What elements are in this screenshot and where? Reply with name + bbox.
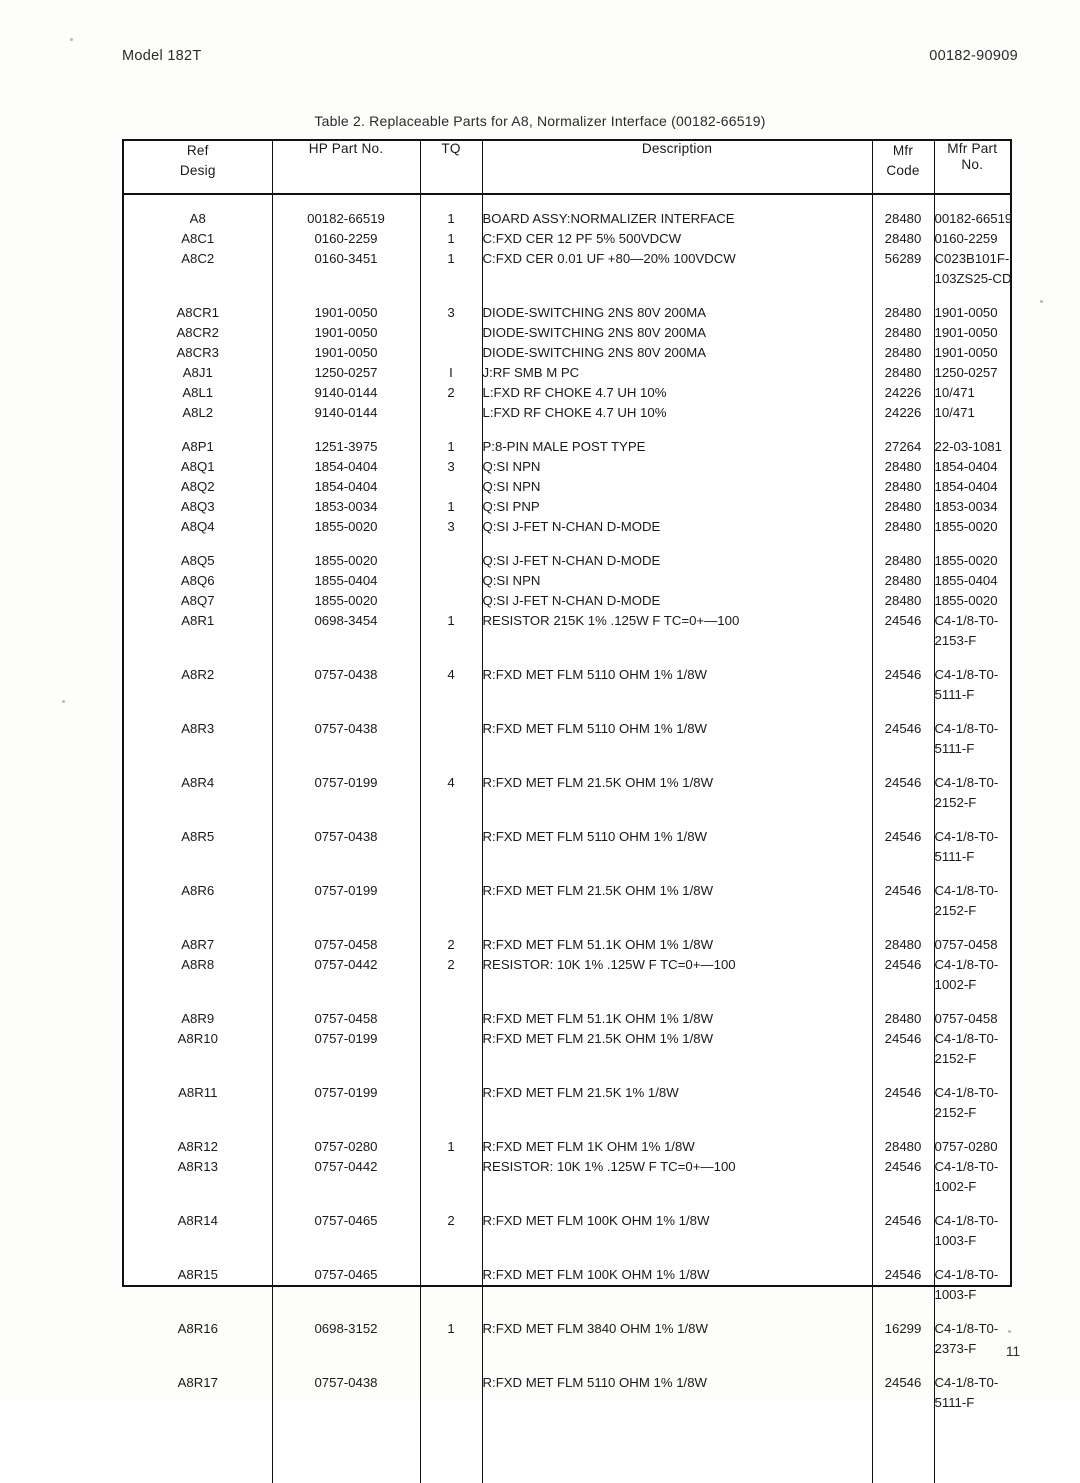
cell-hp-part-no: 1901-0050 <box>272 343 420 363</box>
table-row <box>124 209 1010 229</box>
page-header-model: Model 182T <box>122 48 202 64</box>
cell-tq: 3 <box>420 303 482 323</box>
cell-hp-part-no: 0160-3451 <box>272 249 420 289</box>
cell-tq: 2 <box>420 955 482 995</box>
cell-mfr-part-no: 0160-2259 <box>934 229 1010 249</box>
cell-mfr-part-no: C4-1/8-T0- 2152-F <box>934 881 1010 921</box>
table-row <box>124 517 1010 537</box>
cell-mfr-part-no: C4-1/8-T0- 1003-F <box>934 1265 1010 1305</box>
cell-description: C:FXD CER 12 PF 5% 500VDCW <box>482 229 872 249</box>
cell-description: C:FXD CER 0.01 UF +80—20% 100VDCW <box>482 249 872 289</box>
cell-mfr-part-no: 0757-0458 <box>934 935 1010 955</box>
cell-tq: 2 <box>420 1211 482 1251</box>
cell-mfr-code: 24546 <box>872 773 934 813</box>
cell-ref-desig: A8R1 <box>124 611 272 651</box>
cell-mfr-part-no: 1250-0257 <box>934 363 1010 383</box>
cell-hp-part-no: 0757-0199 <box>272 881 420 921</box>
cell-ref-desig: A8C1 <box>124 229 272 249</box>
table-row <box>124 343 1010 363</box>
cell-description: BOARD ASSY:NORMALIZER INTERFACE <box>482 209 872 229</box>
column-header-description: Description <box>482 141 872 194</box>
table-row <box>124 1083 1010 1123</box>
cell-hp-part-no: 1855-0020 <box>272 517 420 537</box>
cell-mfr-code: 28480 <box>872 517 934 537</box>
table-row <box>124 363 1010 383</box>
table-spacer-row <box>124 867 1010 881</box>
column-header-ref-line1: Ref <box>186 143 209 158</box>
cell-description: R:FXD MET FLM 1K OHM 1% 1/8W <box>482 1137 872 1157</box>
table-spacer-row <box>124 759 1010 773</box>
cell-mfr-part-no: 1901-0050 <box>934 303 1010 323</box>
cell-mfr-part-no: 22-03-1081 <box>934 437 1010 457</box>
column-header-mfr-line1: Mfr <box>892 143 914 158</box>
cell-tq <box>420 827 482 867</box>
table-body <box>124 194 1013 1483</box>
table-spacer-row <box>124 194 1010 209</box>
cell-mfr-code: 24546 <box>872 1211 934 1251</box>
column-header-mfr-line2: Code <box>886 163 920 178</box>
table-row <box>124 935 1010 955</box>
cell-tq: 2 <box>420 383 482 403</box>
cell-description: DIODE-SWITCHING 2NS 80V 200MA <box>482 323 872 343</box>
cell-ref-desig: A8R3 <box>124 719 272 759</box>
cell-description: R:FXD MET FLM 21.5K OHM 1% 1/8W <box>482 881 872 921</box>
table-row <box>124 1265 1010 1305</box>
cell-mfr-part-no: 1901-0050 <box>934 323 1010 343</box>
cell-tq <box>420 1083 482 1123</box>
column-header-ref-desig <box>124 141 272 194</box>
cell-hp-part-no: 0757-0442 <box>272 955 420 995</box>
cell-description: Q:SI J-FET N-CHAN D-MODE <box>482 551 872 571</box>
cell-mfr-code: 28480 <box>872 363 934 383</box>
cell-description: P:8-PIN MALE POST TYPE <box>482 437 872 457</box>
cell-description: R:FXD MET FLM 5110 OHM 1% 1/8W <box>482 827 872 867</box>
cell-mfr-part-no: 1855-0404 <box>934 571 1010 591</box>
cell-mfr-part-no: C4-1/8-T0- 5111-F <box>934 1373 1010 1413</box>
cell-ref-desig: A8R2 <box>124 665 272 705</box>
cell-description: DIODE-SWITCHING 2NS 80V 200MA <box>482 343 872 363</box>
page-header-doc-number: 00182-90909 <box>929 48 1018 64</box>
cell-hp-part-no: 0160-2259 <box>272 229 420 249</box>
table-spacer-row <box>124 1359 1010 1373</box>
cell-tq: 1 <box>420 209 482 229</box>
cell-ref-desig: A8 <box>124 209 272 229</box>
cell-mfr-part-no: 0757-0458 <box>934 1009 1010 1029</box>
cell-ref-desig: A8Q2 <box>124 477 272 497</box>
table-spacer-row <box>124 1251 1010 1265</box>
cell-tq <box>420 719 482 759</box>
cell-mfr-code: 27264 <box>872 437 934 457</box>
cell-ref-desig: A8Q6 <box>124 571 272 591</box>
cell-tq: 3 <box>420 457 482 477</box>
cell-mfr-part-no: 1855-0020 <box>934 591 1010 611</box>
cell-description: L:FXD RF CHOKE 4.7 UH 10% <box>482 403 872 423</box>
table-row <box>124 229 1010 249</box>
table-row <box>124 437 1010 457</box>
cell-mfr-code: 28480 <box>872 303 934 323</box>
cell-mfr-part-no: C4-1/8-T0- 1002-F <box>934 1157 1010 1197</box>
cell-description: Q:SI PNP <box>482 497 872 517</box>
cell-description: R:FXD MET FLM 5110 OHM 1% 1/8W <box>482 719 872 759</box>
cell-mfr-part-no: 1853-0034 <box>934 497 1010 517</box>
cell-tq: 1 <box>420 611 482 651</box>
cell-mfr-part-no: 0757-0280 <box>934 1137 1010 1157</box>
cell-tq <box>420 1029 482 1069</box>
cell-tq <box>420 591 482 611</box>
cell-mfr-code: 24546 <box>872 1265 934 1305</box>
cell-ref-desig: A8C2 <box>124 249 272 289</box>
cell-hp-part-no: 1901-0050 <box>272 303 420 323</box>
cell-tq: 3 <box>420 517 482 537</box>
cell-mfr-code: 24546 <box>872 1373 934 1413</box>
cell-ref-desig: A8Q4 <box>124 517 272 537</box>
table-row <box>124 477 1010 497</box>
cell-ref-desig: A8CR3 <box>124 343 272 363</box>
cell-hp-part-no: 1854-0404 <box>272 457 420 477</box>
cell-hp-part-no: 0757-0438 <box>272 719 420 759</box>
table-row <box>124 249 1010 289</box>
table-row <box>124 881 1010 921</box>
cell-hp-part-no: 0698-3152 <box>272 1319 420 1359</box>
table-row <box>124 1029 1010 1069</box>
cell-description: Q:SI J-FET N-CHAN D-MODE <box>482 517 872 537</box>
cell-tq: 2 <box>420 935 482 955</box>
cell-mfr-code: 28480 <box>872 457 934 477</box>
cell-ref-desig: A8CR2 <box>124 323 272 343</box>
cell-mfr-code: 24546 <box>872 1157 934 1197</box>
table-row <box>124 571 1010 591</box>
table-row <box>124 719 1010 759</box>
cell-tq <box>420 1009 482 1029</box>
cell-mfr-code: 28480 <box>872 343 934 363</box>
cell-mfr-part-no: C4-1/8-T0- 1002-F <box>934 955 1010 995</box>
cell-description: R:FXD MET FLM 21.5K OHM 1% 1/8W <box>482 1029 872 1069</box>
cell-hp-part-no: 1855-0020 <box>272 551 420 571</box>
table-row <box>124 323 1010 343</box>
cell-hp-part-no: 0757-0199 <box>272 1029 420 1069</box>
cell-hp-part-no: 0757-0438 <box>272 665 420 705</box>
cell-mfr-code: 56289 <box>872 249 934 289</box>
table-spacer-row <box>124 651 1010 665</box>
cell-hp-part-no: 1855-0020 <box>272 591 420 611</box>
cell-mfr-code: 24546 <box>872 611 934 651</box>
cell-ref-desig: A8R8 <box>124 955 272 995</box>
cell-tq: 1 <box>420 1137 482 1157</box>
cell-hp-part-no: 00182-66519 <box>272 209 420 229</box>
table-row <box>124 1009 1010 1029</box>
cell-mfr-part-no: C4-1/8-T0- 2373-F <box>934 1319 1010 1359</box>
cell-mfr-code: 28480 <box>872 591 934 611</box>
cell-mfr-code: 16299 <box>872 1319 934 1359</box>
column-header-mfr-code <box>872 141 934 194</box>
cell-ref-desig: A8R14 <box>124 1211 272 1251</box>
cell-description: R:FXD MET FLM 100K OHM 1% 1/8W <box>482 1211 872 1251</box>
cell-mfr-part-no: 1854-0404 <box>934 477 1010 497</box>
cell-mfr-part-no: 10/471 <box>934 403 1010 423</box>
cell-tq: 1 <box>420 249 482 289</box>
cell-mfr-part-no: 1854-0404 <box>934 457 1010 477</box>
cell-tq <box>420 477 482 497</box>
cell-description: L:FXD RF CHOKE 4.7 UH 10% <box>482 383 872 403</box>
table-row <box>124 827 1010 867</box>
cell-ref-desig: A8R16 <box>124 1319 272 1359</box>
cell-tq: 1 <box>420 497 482 517</box>
cell-ref-desig: A8P1 <box>124 437 272 457</box>
cell-mfr-code: 24546 <box>872 719 934 759</box>
cell-ref-desig: A8R11 <box>124 1083 272 1123</box>
table-header <box>124 141 1010 194</box>
cell-description: RESISTOR: 10K 1% .125W F TC=0+—100 <box>482 955 872 995</box>
cell-hp-part-no: 1853-0034 <box>272 497 420 517</box>
column-header-ref-line2: Desig <box>179 163 216 178</box>
cell-mfr-code: 28480 <box>872 1137 934 1157</box>
cell-ref-desig: A8R6 <box>124 881 272 921</box>
scan-speck <box>1040 300 1043 303</box>
cell-mfr-code: 24546 <box>872 665 934 705</box>
cell-mfr-code: 28480 <box>872 497 934 517</box>
cell-mfr-part-no: 10/471 <box>934 383 1010 403</box>
cell-tq <box>420 881 482 921</box>
page-number: 11 <box>1005 1344 1020 1359</box>
table-header-row <box>124 141 1010 194</box>
column-header-mfr-part-no: Mfr Part No. <box>934 141 1010 194</box>
table-row <box>124 303 1010 323</box>
cell-hp-part-no: 0757-0438 <box>272 827 420 867</box>
cell-description: Q:SI NPN <box>482 477 872 497</box>
table-row <box>124 497 1010 517</box>
table-row <box>124 955 1010 995</box>
cell-mfr-code: 28480 <box>872 323 934 343</box>
cell-mfr-code: 28480 <box>872 571 934 591</box>
cell-mfr-part-no: C4-1/8-T0- 5111-F <box>934 665 1010 705</box>
cell-mfr-part-no: C4-1/8-T0- 2152-F <box>934 1083 1010 1123</box>
table-spacer-row <box>124 1069 1010 1083</box>
cell-ref-desig: A8Q7 <box>124 591 272 611</box>
cell-mfr-code: 24546 <box>872 827 934 867</box>
cell-description: RESISTOR: 10K 1% .125W F TC=0+—100 <box>482 1157 872 1197</box>
cell-description: R:FXD MET FLM 3840 OHM 1% 1/8W <box>482 1319 872 1359</box>
cell-mfr-code: 24226 <box>872 383 934 403</box>
cell-description: Q:SI NPN <box>482 457 872 477</box>
cell-mfr-part-no: C4-1/8-T0- 5111-F <box>934 719 1010 759</box>
cell-hp-part-no: 9140-0144 <box>272 403 420 423</box>
cell-ref-desig: A8R7 <box>124 935 272 955</box>
cell-ref-desig: A8Q3 <box>124 497 272 517</box>
column-header-tq: TQ <box>420 141 482 194</box>
cell-hp-part-no: 1901-0050 <box>272 323 420 343</box>
cell-mfr-code: 28480 <box>872 935 934 955</box>
cell-hp-part-no: 1251-3975 <box>272 437 420 457</box>
cell-description: R:FXD MET FLM 51.1K OHM 1% 1/8W <box>482 1009 872 1029</box>
cell-mfr-part-no: C4-1/8-T0- 2152-F <box>934 1029 1010 1069</box>
table-row <box>124 611 1010 651</box>
cell-ref-desig: A8R5 <box>124 827 272 867</box>
scan-speck <box>1008 1330 1011 1333</box>
cell-description: Q:SI NPN <box>482 571 872 591</box>
cell-tq: 1 <box>420 229 482 249</box>
cell-hp-part-no: 1250-0257 <box>272 363 420 383</box>
table-row <box>124 1137 1010 1157</box>
cell-tq <box>420 571 482 591</box>
column-header-hp-part-no: HP Part No. <box>272 141 420 194</box>
table-row <box>124 403 1010 423</box>
cell-ref-desig: A8R10 <box>124 1029 272 1069</box>
parts-table-container <box>122 139 1013 1410</box>
cell-hp-part-no: 0757-0199 <box>272 773 420 813</box>
cell-ref-desig: A8R12 <box>124 1137 272 1157</box>
cell-tq: I <box>420 363 482 383</box>
cell-mfr-part-no: 1855-0020 <box>934 517 1010 537</box>
cell-tq: 1 <box>420 1319 482 1359</box>
cell-ref-desig: A8Q5 <box>124 551 272 571</box>
cell-mfr-code: 24546 <box>872 881 934 921</box>
cell-tq <box>420 1157 482 1197</box>
cell-ref-desig: A8R9 <box>124 1009 272 1029</box>
cell-hp-part-no: 0757-0465 <box>272 1211 420 1251</box>
cell-mfr-code: 28480 <box>872 477 934 497</box>
table-spacer-row <box>124 1123 1010 1137</box>
cell-description: R:FXD MET FLM 100K OHM 1% 1/8W <box>482 1265 872 1305</box>
table-spacer-row <box>124 537 1010 551</box>
table-row <box>124 1211 1010 1251</box>
scan-speck <box>62 700 65 703</box>
cell-mfr-code: 24546 <box>872 955 934 995</box>
cell-hp-part-no: 0757-0458 <box>272 935 420 955</box>
scan-speck <box>70 38 73 41</box>
cell-description: R:FXD MET FLM 21.5K 1% 1/8W <box>482 1083 872 1123</box>
table-row <box>124 591 1010 611</box>
cell-ref-desig: A8Q1 <box>124 457 272 477</box>
table-caption: Table 2. Replaceable Parts for A8, Normalizer Interface (00182-66519) <box>314 113 766 129</box>
cell-tq: 4 <box>420 773 482 813</box>
cell-hp-part-no: 0698-3454 <box>272 611 420 651</box>
cell-ref-desig: A8R15 <box>124 1265 272 1305</box>
cell-ref-desig: A8L2 <box>124 403 272 423</box>
cell-hp-part-no: 0757-0458 <box>272 1009 420 1029</box>
table-row <box>124 1373 1010 1413</box>
table-row <box>124 1157 1010 1197</box>
cell-hp-part-no: 0757-0199 <box>272 1083 420 1123</box>
cell-tq <box>420 551 482 571</box>
cell-hp-part-no: 1854-0404 <box>272 477 420 497</box>
cell-ref-desig: A8CR1 <box>124 303 272 323</box>
cell-mfr-part-no: 1855-0020 <box>934 551 1010 571</box>
cell-tq: 1 <box>420 437 482 457</box>
table-row <box>124 665 1010 705</box>
cell-description: R:FXD MET FLM 5110 OHM 1% 1/8W <box>482 1373 872 1413</box>
table-spacer-row <box>124 813 1010 827</box>
cell-hp-part-no: 9140-0144 <box>272 383 420 403</box>
cell-tq: 4 <box>420 665 482 705</box>
parts-table <box>124 141 1013 1483</box>
table-row <box>124 1319 1010 1359</box>
table-spacer-row <box>124 1305 1010 1319</box>
cell-mfr-code: 28480 <box>872 209 934 229</box>
cell-hp-part-no: 0757-0465 <box>272 1265 420 1305</box>
cell-tq <box>420 403 482 423</box>
cell-description: J:RF SMB M PC <box>482 363 872 383</box>
cell-hp-part-no: 1855-0404 <box>272 571 420 591</box>
table-spacer-row <box>124 705 1010 719</box>
cell-mfr-code: 28480 <box>872 1009 934 1029</box>
cell-tq <box>420 323 482 343</box>
cell-hp-part-no: 0757-0438 <box>272 1373 420 1413</box>
cell-ref-desig: A8L1 <box>124 383 272 403</box>
cell-ref-desig: A8R13 <box>124 1157 272 1197</box>
table-empty-area <box>124 1413 1010 1483</box>
table-row <box>124 551 1010 571</box>
cell-tq <box>420 1265 482 1305</box>
cell-hp-part-no: 0757-0280 <box>272 1137 420 1157</box>
cell-description: R:FXD MET FLM 5110 OHM 1% 1/8W <box>482 665 872 705</box>
cell-mfr-part-no: C4-1/8-T0- 2153-F <box>934 611 1010 651</box>
table-row <box>124 383 1010 403</box>
cell-mfr-code: 24546 <box>872 1083 934 1123</box>
cell-ref-desig: A8J1 <box>124 363 272 383</box>
cell-description: R:FXD MET FLM 21.5K OHM 1% 1/8W <box>482 773 872 813</box>
cell-ref-desig: A8R4 <box>124 773 272 813</box>
cell-mfr-code: 28480 <box>872 551 934 571</box>
cell-ref-desig: A8R17 <box>124 1373 272 1413</box>
table-spacer-row <box>124 921 1010 935</box>
cell-mfr-code: 28480 <box>872 229 934 249</box>
cell-mfr-code: 24226 <box>872 403 934 423</box>
cell-tq <box>420 1373 482 1413</box>
cell-description: Q:SI J-FET N-CHAN D-MODE <box>482 591 872 611</box>
table-spacer-row <box>124 1197 1010 1211</box>
table-spacer-row <box>124 423 1010 437</box>
cell-description: R:FXD MET FLM 51.1K OHM 1% 1/8W <box>482 935 872 955</box>
table-spacer-row <box>124 995 1010 1009</box>
cell-mfr-part-no: C4-1/8-T0- 5111-F <box>934 827 1010 867</box>
table-row <box>124 457 1010 477</box>
cell-description: RESISTOR 215K 1% .125W F TC=0+—100 <box>482 611 872 651</box>
cell-mfr-part-no: 1901-0050 <box>934 343 1010 363</box>
cell-mfr-part-no: C4-1/8-T0- 2152-F <box>934 773 1010 813</box>
cell-mfr-part-no: C4-1/8-T0- 1003-F <box>934 1211 1010 1251</box>
cell-tq <box>420 343 482 363</box>
cell-description: DIODE-SWITCHING 2NS 80V 200MA <box>482 303 872 323</box>
table-spacer-row <box>124 289 1010 303</box>
cell-mfr-part-no: 00182-66519 <box>934 209 1010 229</box>
cell-mfr-part-no: C023B101F- 103ZS25-CD <box>934 249 1010 289</box>
table-row <box>124 773 1010 813</box>
cell-hp-part-no: 0757-0442 <box>272 1157 420 1197</box>
cell-mfr-code: 24546 <box>872 1029 934 1069</box>
